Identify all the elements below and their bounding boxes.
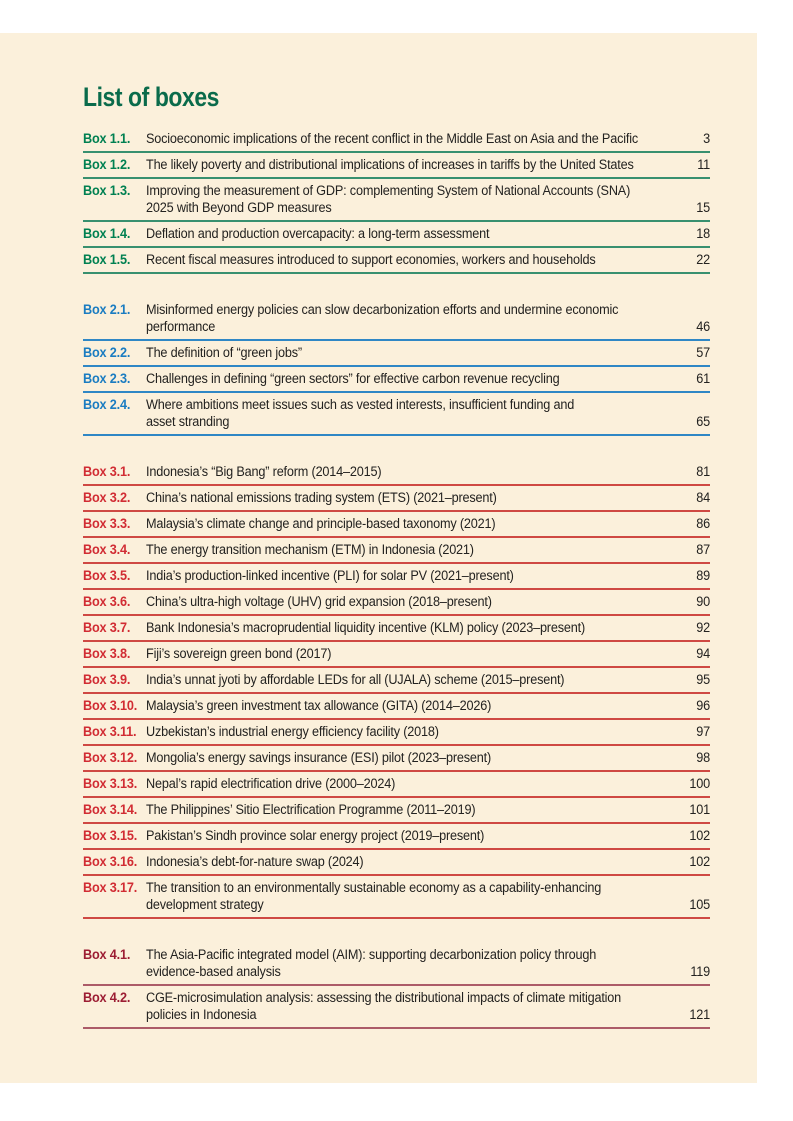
box-title [146, 130, 674, 147]
box-page-number: 61 [696, 371, 710, 386]
box-title-line: CGE-microsimulation analysis: assessing the distributional impacts of climate mitigation [146, 990, 622, 1005]
box-label: Box 1.1. [83, 131, 131, 146]
box-entry [83, 720, 710, 746]
box-page-number: 18 [696, 226, 710, 241]
box-entry [83, 798, 710, 824]
box-title-line: The energy transition mechanism (ETM) in Indonesia (2021) [146, 542, 474, 557]
box-label: Box 2.4. [83, 397, 131, 412]
box-page-number: 90 [696, 594, 710, 609]
box-label: Box 1.3. [83, 183, 131, 198]
box-page-number: 92 [696, 620, 710, 635]
box-entry [83, 986, 710, 1029]
box-entry [83, 393, 710, 436]
box-title [146, 251, 674, 268]
box-page-number: 102 [689, 828, 710, 843]
box-page-number: 46 [696, 319, 710, 334]
box-label: Box 3.11. [83, 724, 137, 739]
box-entry [83, 153, 710, 179]
sections [83, 127, 710, 1029]
box-title [146, 775, 674, 792]
box-entry [83, 772, 710, 798]
box-entry [83, 616, 710, 642]
box-page-number: 65 [696, 414, 710, 429]
box-label: Box 2.1. [83, 302, 131, 317]
box-title-line: India’s unnat jyoti by affordable LEDs for all (UJALA) scheme (2015–present) [146, 672, 565, 687]
box-entry [83, 367, 710, 393]
box-page-number: 119 [690, 964, 710, 979]
box-section-1 [83, 127, 710, 274]
box-title [146, 301, 674, 335]
box-label: Box 1.2. [83, 157, 131, 172]
box-entry [83, 222, 710, 248]
box-title [146, 989, 674, 1023]
box-entry [83, 642, 710, 668]
box-entry [83, 298, 710, 341]
box-page-number: 81 [696, 464, 710, 479]
box-title [146, 879, 674, 913]
box-entry [83, 668, 710, 694]
box-page-number: 100 [689, 776, 710, 791]
box-page-number: 11 [697, 157, 710, 172]
box-title-line: evidence-based analysis [146, 964, 281, 979]
box-entry [83, 694, 710, 720]
box-title-line: performance [146, 319, 216, 334]
box-section-3 [83, 460, 710, 919]
box-page-number: 101 [689, 802, 710, 817]
box-title-line: Malaysia’s climate change and principle-based taxonomy (2021) [146, 516, 496, 531]
box-title-line: Indonesia’s “Big Bang” reform (2014–2015) [146, 464, 382, 479]
box-title-line: The Asia-Pacific integrated model (AIM): supporting decarbonization policy through [146, 947, 597, 962]
box-title-line: The transition to an environmentally sustainable economy as a capability-enhancing [146, 880, 602, 895]
box-title [146, 182, 674, 216]
box-page-number: 87 [696, 542, 710, 557]
box-label: Box 3.12. [83, 750, 138, 765]
box-page-number: 15 [696, 200, 710, 215]
box-title [146, 593, 674, 610]
box-title-line: Malaysia’s green investment tax allowance (GITA) (2014–2026) [146, 698, 492, 713]
box-title-line: Improving the measurement of GDP: complementing System of National Accounts (SNA) [146, 183, 631, 198]
box-page-number: 102 [689, 854, 710, 869]
box-title [146, 671, 674, 688]
box-title-line: Fiji’s sovereign green bond (2017) [146, 646, 332, 661]
box-title [146, 749, 674, 766]
box-title-line: policies in Indonesia [146, 1007, 257, 1022]
box-title-line: 2025 with Beyond GDP measures [146, 200, 332, 215]
box-title [146, 697, 674, 714]
box-label: Box 3.13. [83, 776, 138, 791]
box-title-line: Indonesia’s debt-for-nature swap (2024) [146, 854, 364, 869]
box-title-line: Deflation and production overcapacity: a long-term assessment [146, 226, 490, 241]
box-title [146, 225, 674, 242]
box-label: Box 3.7. [83, 620, 131, 635]
box-label: Box 3.1. [83, 464, 131, 479]
box-title-line: The Philippines’ Sitio Electrification Programme (2011–2019) [146, 802, 476, 817]
box-title-line: Uzbekistan’s industrial energy efficiency facility (2018) [146, 724, 439, 739]
box-label: Box 3.10. [83, 698, 138, 713]
box-label: Box 4.2. [83, 990, 131, 1005]
box-title [146, 344, 674, 361]
box-title-line: Challenges in defining “green sectors” for effective carbon revenue recycling [146, 371, 560, 386]
box-label: Box 2.3. [83, 371, 131, 386]
box-title-line: China’s national emissions trading system (ETS) (2021–present) [146, 490, 497, 505]
box-label: Box 3.4. [83, 542, 131, 557]
box-label: Box 3.6. [83, 594, 131, 609]
box-title-line: China’s ultra-high voltage (UHV) grid expansion (2018–present) [146, 594, 492, 609]
box-entry [83, 512, 710, 538]
box-title-line: The definition of “green jobs” [146, 345, 302, 360]
box-title [146, 723, 674, 740]
box-label: Box 3.5. [83, 568, 131, 583]
box-title [146, 619, 674, 636]
box-title [146, 853, 674, 870]
box-title-line: asset stranding [146, 414, 230, 429]
box-title-line: The likely poverty and distributional implications of increases in tariffs by the United States [146, 157, 634, 172]
box-entry [83, 564, 710, 590]
box-title-line: Misinformed energy policies can slow decarbonization efforts and undermine economic [146, 302, 619, 317]
box-label: Box 3.8. [83, 646, 131, 661]
box-title-line: Nepal’s rapid electrification drive (2000–2024) [146, 776, 396, 791]
box-title [146, 801, 674, 818]
box-page-number: 97 [696, 724, 710, 739]
box-entry [83, 746, 710, 772]
box-title [146, 463, 674, 480]
page-title: List of boxes [83, 82, 220, 112]
box-title [146, 567, 674, 584]
box-label: Box 1.5. [83, 252, 131, 267]
box-title [146, 541, 674, 558]
box-title [146, 645, 674, 662]
box-title [146, 827, 674, 844]
box-page-number: 84 [696, 490, 710, 505]
box-title [146, 156, 674, 173]
box-title-line: Recent fiscal measures introduced to support economies, workers and households [146, 252, 596, 267]
box-section-2 [83, 298, 710, 436]
box-page-number: 89 [696, 568, 710, 583]
box-title-line: India’s production-linked incentive (PLI) for solar PV (2021–present) [146, 568, 514, 583]
box-title [146, 396, 674, 430]
page-content [0, 33, 757, 1029]
box-title [146, 515, 674, 532]
box-label: Box 4.1. [83, 947, 131, 962]
box-label: Box 3.3. [83, 516, 131, 531]
box-page-number: 95 [696, 672, 710, 687]
box-label: Box 2.2. [83, 345, 131, 360]
box-entry [83, 538, 710, 564]
box-label: Box 3.16. [83, 854, 138, 869]
box-title-line: Where ambitions meet issues such as vested interests, insufficient funding and [146, 397, 575, 412]
box-title-line: Bank Indonesia’s macroprudential liquidity incentive (KLM) policy (2023–present) [146, 620, 585, 635]
box-page-number: 94 [696, 646, 710, 661]
box-title [146, 489, 674, 506]
box-label: Box 3.17. [83, 880, 138, 895]
box-section-4 [83, 943, 710, 1029]
box-page-number: 121 [689, 1007, 710, 1022]
box-page-number: 105 [689, 897, 710, 912]
box-label: Box 3.9. [83, 672, 131, 687]
box-entry [83, 943, 710, 986]
box-entry [83, 127, 710, 153]
box-title-line: Socioeconomic implications of the recent conflict in the Middle East on Asia and the Pacific [146, 131, 638, 146]
box-page-number: 96 [696, 698, 710, 713]
box-title-line: Pakistan’s Sindh province solar energy project (2019–present) [146, 828, 485, 843]
box-entry [83, 590, 710, 616]
box-entry [83, 460, 710, 486]
box-page-number: 22 [696, 252, 710, 267]
box-entry [83, 248, 710, 274]
box-title-line: Mongolia’s energy savings insurance (ESI) pilot (2023–present) [146, 750, 492, 765]
box-title [146, 946, 674, 980]
box-entry [83, 824, 710, 850]
document-page [0, 33, 757, 1083]
box-label: Box 3.14. [83, 802, 138, 817]
box-entry [83, 341, 710, 367]
box-title-line: development strategy [146, 897, 264, 912]
box-page-number: 57 [696, 345, 710, 360]
box-entry [83, 876, 710, 919]
box-label: Box 3.15. [83, 828, 138, 843]
box-entry [83, 179, 710, 222]
box-page-number: 3 [703, 131, 710, 146]
box-title [146, 370, 674, 387]
box-entry [83, 850, 710, 876]
box-label: Box 3.2. [83, 490, 131, 505]
box-label: Box 1.4. [83, 226, 131, 241]
box-entry [83, 486, 710, 512]
box-page-number: 98 [696, 750, 710, 765]
box-page-number: 86 [696, 516, 710, 531]
